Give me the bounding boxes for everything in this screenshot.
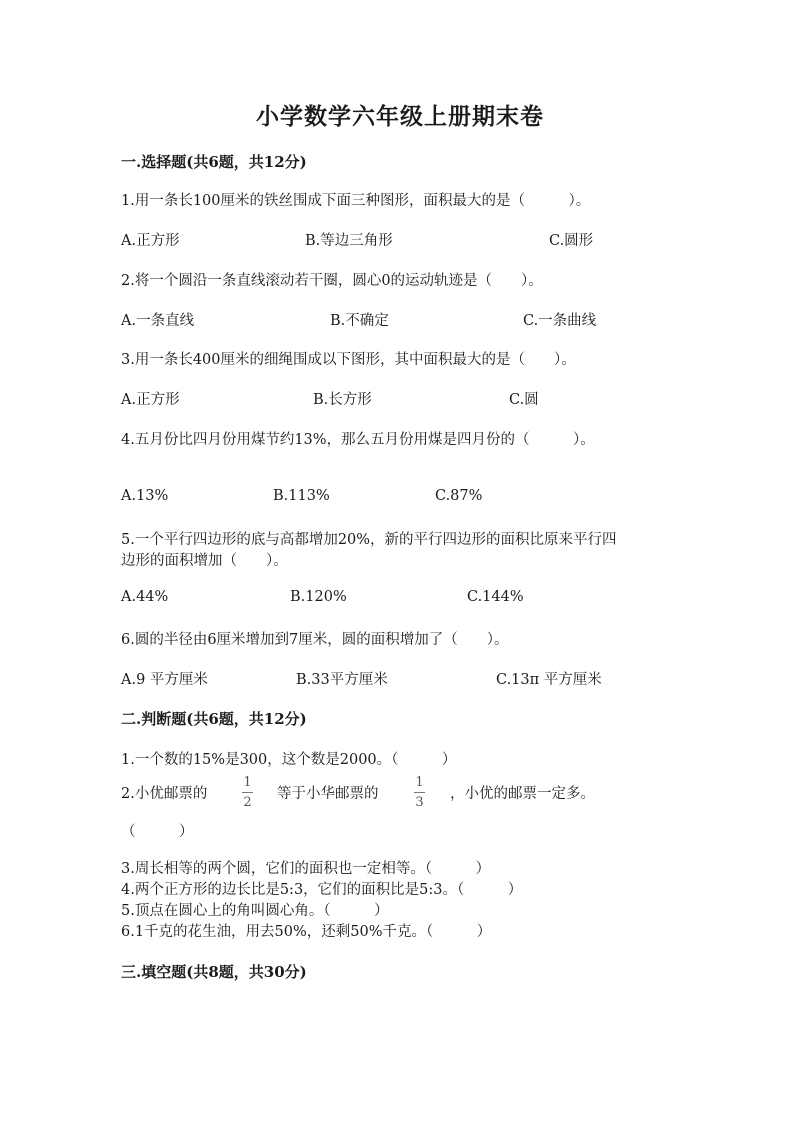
option-c: C.87% [435, 488, 483, 504]
section-heading-judgment: 二.判断题(共6题，共12分) [121, 710, 307, 728]
question-6: 6.圆的半径由6厘米增加到7厘米，圆的面积增加了（ ）。 [121, 632, 509, 648]
option-a: A.44% [121, 589, 169, 605]
option-b: B.33平方厘米 [296, 672, 388, 688]
page-title: 小学数学六年级上册期末卷 [256, 103, 544, 130]
option-c: C.圆形 [549, 233, 594, 249]
fraction-one-half [242, 775, 253, 810]
section-heading-fill-in: 三.填空题(共8题，共30分) [121, 963, 307, 981]
option-c: C.144% [467, 589, 524, 605]
judgment-1: 1.一个数的15%是300，这个数是2000。（ ） [121, 752, 457, 768]
judgment-3: 3.周长相等的两个圆，它们的面积也一定相等。（ ） [121, 861, 491, 877]
fraction-bar [242, 792, 253, 793]
option-c: C.圆 [509, 392, 539, 408]
option-a: A.一条直线 [121, 313, 195, 329]
judgment-2-part-2: 等于小华邮票的 [277, 786, 379, 802]
option-a: A.9 平方厘米 [121, 672, 208, 688]
option-b: B.120% [290, 589, 347, 605]
judgment-2-part-1: 2.小优邮票的 [121, 786, 208, 802]
question-3: 3.用一条长400厘米的细绳围成以下图形，其中面积最大的是（ ）。 [121, 352, 576, 368]
option-a: A.13% [121, 488, 169, 504]
judgment-4: 4.两个正方形的边长比是5:3，它们的面积比是5:3。（ ） [121, 882, 523, 898]
question-5-line-2: 边形的面积增加（ ）。 [121, 553, 288, 569]
option-a: A.正方形 [121, 392, 180, 408]
fraction-bar [414, 792, 425, 793]
judgment-5: 5.顶点在圆心上的角叫圆心角。（ ） [121, 903, 389, 919]
question-4: 4.五月份比四月份用煤节约13%，那么五月份用煤是四月份的（ ）。 [121, 432, 595, 448]
question-5-line-1: 5.一个平行四边形的底与高都增加20%，新的平行四边形的面积比原来平行四 [121, 532, 617, 548]
section-heading-choice: 一.选择题(共6题，共12分) [121, 153, 307, 171]
judgment-2-part-3: ，小优的邮票一定多。 [450, 786, 595, 802]
question-2: 2.将一个圆沿一条直线滚动若干圈，圆心0的运动轨迹是（ ）。 [121, 273, 543, 289]
option-a: A.正方形 [121, 233, 180, 249]
option-c: C.13π 平方厘米 [496, 672, 602, 688]
option-b: B.不确定 [330, 313, 389, 329]
option-c: C.一条曲线 [523, 313, 597, 329]
judgment-2-answer-paren: （ ） [121, 824, 194, 840]
option-b: B.113% [273, 488, 330, 504]
option-b: B.等边三角形 [305, 233, 393, 249]
judgment-6: 6.1千克的花生油，用去50%，还剩50%千克。（ ） [121, 924, 492, 940]
fraction-numerator: 1 [415, 775, 424, 790]
option-b: B.长方形 [313, 392, 372, 408]
fraction-numerator: 1 [243, 775, 252, 790]
fraction-denominator: 3 [415, 795, 424, 810]
fraction-one-third [414, 775, 425, 810]
question-1: 1.用一条长100厘米的铁丝围成下面三种图形，面积最大的是（ ）。 [121, 193, 591, 209]
fraction-denominator: 2 [243, 795, 252, 810]
